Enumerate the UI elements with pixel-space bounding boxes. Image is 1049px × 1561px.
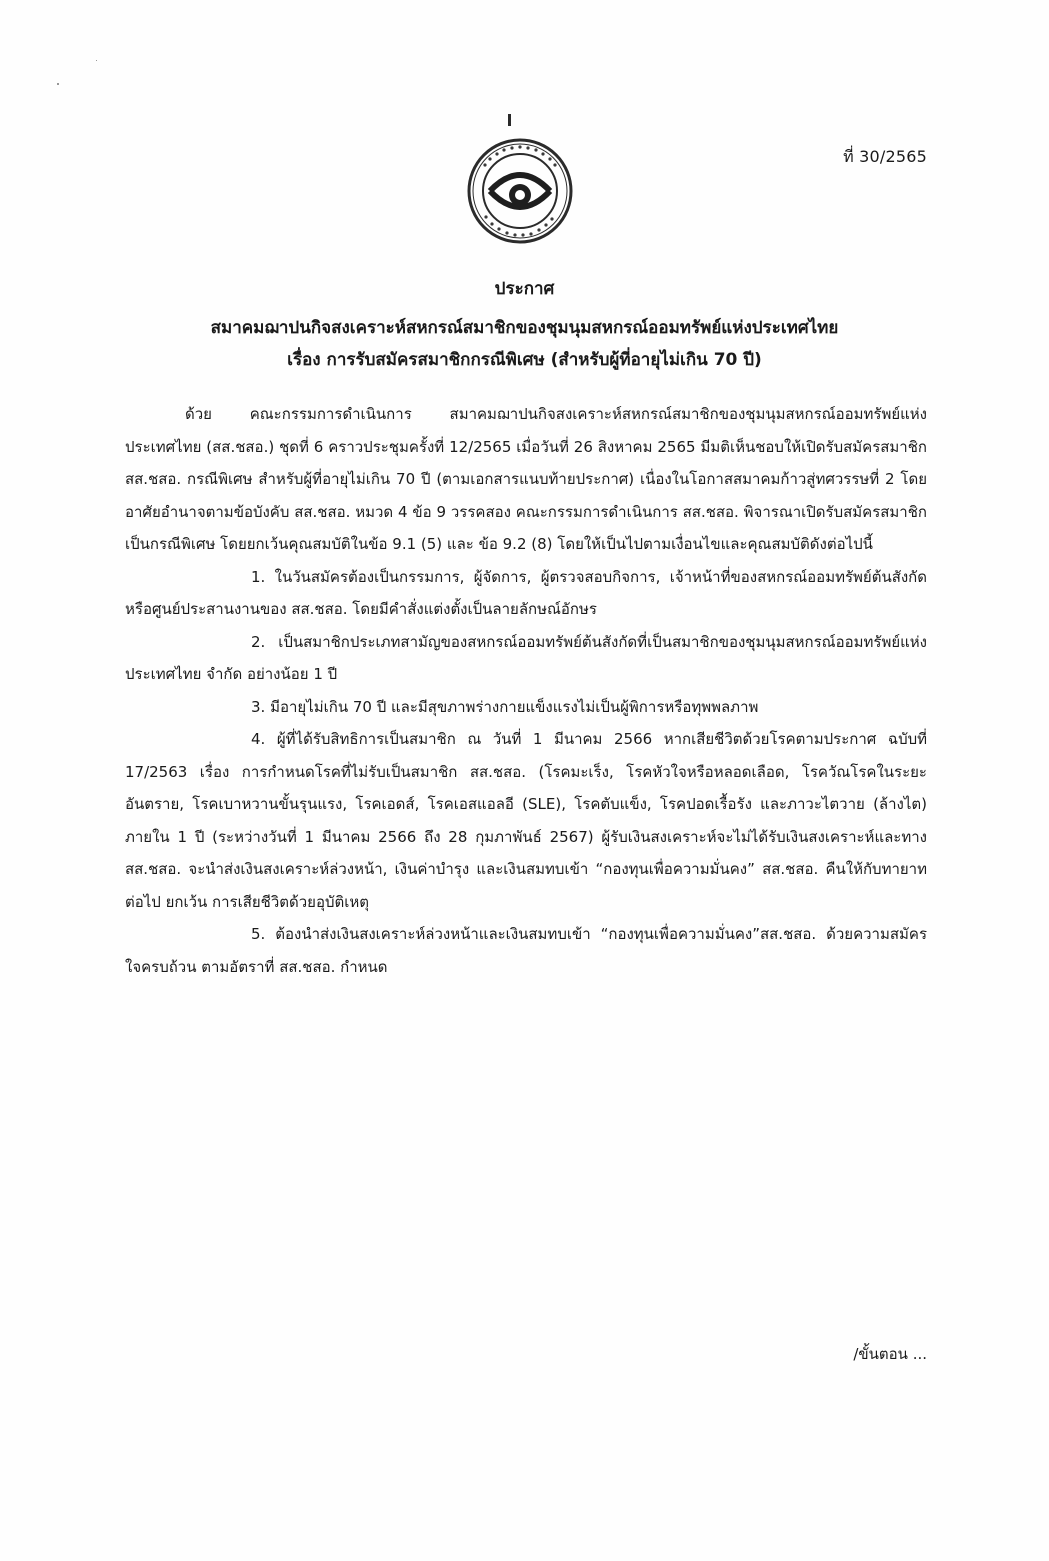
seal-mark — [508, 114, 511, 126]
announcement-subject: เรื่อง การรับสมัครสมาชิกกรณีพิเศษ (สำหรับผู้ที่อายุไม่เกิน 70 ปี) — [287, 350, 762, 370]
scan-speck — [57, 83, 59, 85]
condition-item-1: 1. ในวันสมัครต้องเป็นกรรมการ, ผู้จัดการ, ผู้ตรวจสอบกิจการ, เจ้าหน้าที่ของสหกรณ์ออมทรัพย์ต้นสังกัดหรือศูนย์ประสานงานของ สส.ชสอ. โดยมีคำสั่งแต่งตั้งเป็นลายลักษณ์อักษร — [125, 567, 927, 618]
continuation-marker: /ขั้นตอน ... — [853, 1345, 927, 1363]
scan-speck — [96, 60, 97, 61]
organization-name: สมาคมฌาปนกิจสงเคราะห์สหกรณ์สมาชิกของชุมนุมสหกรณ์ออมทรัพย์แห่งประเทศไทย — [210, 318, 839, 338]
condition-item-3: 3. มีอายุไม่เกิน 70 ปี และมีสุขภาพร่างกายแข็งแรงไม่เป็นผู้พิการหรือทุพพลภาพ — [251, 697, 759, 716]
association-seal-icon — [466, 137, 574, 245]
announcement-body — [125, 398, 927, 983]
intro-paragraph: ด้วย คณะกรรมการดำเนินการ สมาคมฌาปนกิจสงเคราะห์สหกรณ์สมาชิกของชุมนุมสหกรณ์ออมทรัพย์แห่งประเทศไทย (สส.ชสอ.) ชุดที่ 6 คราวประชุมครั้งที่ 12/2565 เมื่อวันที่ 26 สิงหาคม 2565 มีมติเห็นชอบให้เปิดรับสมัครสมาชิก สส.ชสอ. กรณีพิเศษ สำหรับผู้ที่อายุไม่เกิน 70 ปี (ตามเอกสารแนบท้ายประกาศ) เนื่องในโอกาสสมาคมก้าวสู่ทศวรรษที่ 2 โดยอาศัยอำนาจตามข้อบังคับ สส.ชสอ. หมวด 4 ข้อ 9 วรรคสอง คณะกรรมการดำเนินการ สส.ชสอ. พิจารณาเปิดรับสมัครสมาชิกเป็นกรณีพิเศษ โดยยกเว้นคุณสมบัติในข้อ 9.1 (5) และ ข้อ 9.2 (8) โดยให้เป็นไปตามเงื่อนไขและคุณสมบัติดังต่อไปนี้ — [125, 405, 927, 553]
condition-item-2: 2. เป็นสมาชิกประเภทสามัญของสหกรณ์ออมทรัพย์ต้นสังกัดที่เป็นสมาชิกของชุมนุมสหกรณ์ออมทรัพย์แห่งประเทศไทย จำกัด อย่างน้อย 1 ปี — [125, 632, 927, 683]
announcement-heading: ประกาศ — [494, 279, 555, 299]
document-number: ที่ 30/2565 — [843, 147, 927, 166]
condition-item-4: 4. ผู้ที่ได้รับสิทธิการเป็นสมาชิก ณ วันที่ 1 มีนาคม 2566 หากเสียชีวิตด้วยโรคตามประกาศ ฉบับที่ 17/2563 เรื่อง การกำหนดโรคที่ไม่รับเป็นสมาชิก สส.ชสอ. (โรคมะเร็ง, โรคหัวใจหรือหลอดเลือด, โรควัณโรคในระยะอันตราย, โรคเบาหวานขั้นรุนแรง, โรคเอดส์, โรคเอสแอลอี (SLE), โรคตับแข็ง, โรคปอดเรื้อรัง และภาวะไตวาย (ล้างไต) ภายใน 1 ปี (ระหว่างวันที่ 1 มีนาคม 2566 ถึง 28 กุมภาพันธ์ 2567) ผู้รับเงินสงเคราะห์จะไม่ได้รับเงินสงเคราะห์และทาง สส.ชสอ. จะนำส่งเงินสงเคราะห์ล่วงหน้า, เงินค่าบำรุง และเงินสมทบเข้า “กองทุนเพื่อความมั่นคง” สส.ชสอ. คืนให้กับทายาทต่อไป ยกเว้น การเสียชีวิตด้วยอุบัติเหตุ — [125, 730, 927, 911]
condition-item-5: 5. ต้องนำส่งเงินสงเคราะห์ล่วงหน้าและเงินสมทบเข้า “กองทุนเพื่อความมั่นคง”สส.ชสอ. ด้วยความสมัครใจครบถ้วน ตามอัตราที่ สส.ชสอ. กำหนด — [125, 925, 927, 976]
